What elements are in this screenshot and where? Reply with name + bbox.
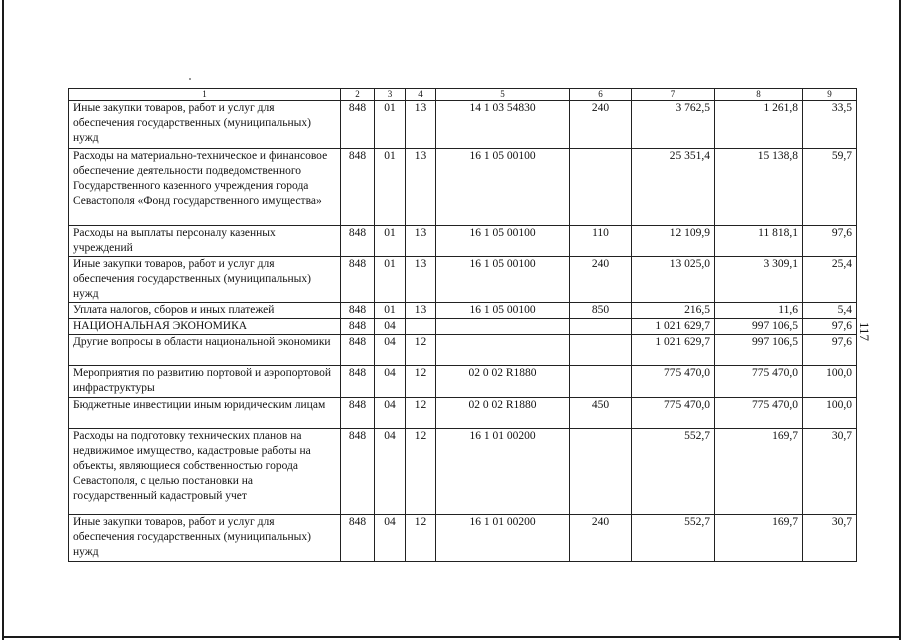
ministry-code: 848 (341, 257, 375, 303)
column-number: 8 (715, 89, 803, 101)
execution-percent: 25,4 (803, 257, 857, 303)
approved-amount: 13 025,0 (632, 257, 715, 303)
expense-name: Расходы на материально-техническое и финансовое обеспечение деятельности подведомственного Государственного казенного учреждения города Севастополя «Фонд государственного имущества» (69, 149, 341, 226)
table-row (69, 303, 857, 319)
subsection-code: 13 (406, 257, 436, 303)
expense-type: 450 (570, 398, 632, 429)
executed-amount: 997 106,5 (715, 319, 803, 335)
section-code: 01 (375, 101, 406, 149)
expense-name: Иные закупки товаров, работ и услуг для обеспечения государственных (муниципальных) нужд (69, 101, 341, 149)
approved-amount: 775 470,0 (632, 366, 715, 398)
table-row (69, 515, 857, 562)
ministry-code: 848 (341, 366, 375, 398)
execution-percent: 30,7 (803, 515, 857, 562)
section-code: 01 (375, 303, 406, 319)
ministry-code: 848 (341, 319, 375, 335)
expense-name: Уплата налогов, сборов и иных платежей (69, 303, 341, 319)
expense-name: Расходы на подготовку технических планов на недвижимое имущество, кадастровые работы на объекты, являющиеся собственностью города Севастополя, с целью постановки на государственный кадастровый учет (69, 429, 341, 515)
expense-type: 240 (570, 515, 632, 562)
ministry-code: 848 (341, 101, 375, 149)
target-article (436, 335, 570, 366)
section-code: 01 (375, 149, 406, 226)
expense-type: 240 (570, 101, 632, 149)
subsection-code: 12 (406, 429, 436, 515)
column-number: 3 (375, 89, 406, 101)
execution-percent: 5,4 (803, 303, 857, 319)
target-article: 16 1 05 00100 (436, 149, 570, 226)
subsection-code: 13 (406, 226, 436, 257)
ministry-code: 848 (341, 303, 375, 319)
scan-border-right (899, 0, 901, 640)
execution-percent: 30,7 (803, 429, 857, 515)
approved-amount: 12 109,9 (632, 226, 715, 257)
executed-amount: 15 138,8 (715, 149, 803, 226)
section-code: 04 (375, 319, 406, 335)
target-article: 16 1 05 00100 (436, 303, 570, 319)
expense-type: 240 (570, 257, 632, 303)
column-number: 5 (436, 89, 570, 101)
approved-amount: 1 021 629,7 (632, 319, 715, 335)
execution-percent: 33,5 (803, 101, 857, 149)
execution-percent: 97,6 (803, 335, 857, 366)
expense-type (570, 429, 632, 515)
table-row (69, 257, 857, 303)
approved-amount: 25 351,4 (632, 149, 715, 226)
expense-type (570, 319, 632, 335)
subsection-code: 13 (406, 149, 436, 226)
subsection-code (406, 319, 436, 335)
table-row (69, 319, 857, 335)
execution-percent: 97,6 (803, 226, 857, 257)
target-article: 02 0 02 R1880 (436, 398, 570, 429)
approved-amount: 552,7 (632, 429, 715, 515)
expense-name: Расходы на выплаты персоналу казенных учреждений (69, 226, 341, 257)
column-number: 2 (341, 89, 375, 101)
table-row (69, 226, 857, 257)
ministry-code: 848 (341, 149, 375, 226)
execution-percent: 97,6 (803, 319, 857, 335)
scan-border-bottom (2, 636, 901, 638)
expense-type (570, 366, 632, 398)
executed-amount: 169,7 (715, 515, 803, 562)
column-number: 6 (570, 89, 632, 101)
approved-amount: 1 021 629,7 (632, 335, 715, 366)
subsection-code: 13 (406, 101, 436, 149)
target-article: 16 1 01 00200 (436, 515, 570, 562)
section-code: 01 (375, 257, 406, 303)
table-row (69, 335, 857, 366)
column-number: 9 (803, 89, 857, 101)
budget-table (68, 88, 857, 562)
ministry-code: 848 (341, 335, 375, 366)
execution-percent: 59,7 (803, 149, 857, 226)
target-article: 16 1 05 00100 (436, 257, 570, 303)
expense-name: Другие вопросы в области национальной экономики (69, 335, 341, 366)
subsection-code: 12 (406, 366, 436, 398)
table-row (69, 101, 857, 149)
table-row (69, 398, 857, 429)
executed-amount: 169,7 (715, 429, 803, 515)
execution-percent: 100,0 (803, 398, 857, 429)
target-article: 16 1 05 00100 (436, 226, 570, 257)
scan-speck (189, 78, 191, 80)
ministry-code: 848 (341, 429, 375, 515)
scan-border-left (2, 0, 4, 640)
executed-amount: 997 106,5 (715, 335, 803, 366)
execution-percent: 100,0 (803, 366, 857, 398)
table-body (69, 101, 857, 562)
target-article: 16 1 01 00200 (436, 429, 570, 515)
executed-amount: 3 309,1 (715, 257, 803, 303)
column-number: 4 (406, 89, 436, 101)
table-row (69, 429, 857, 515)
subsection-code: 13 (406, 303, 436, 319)
approved-amount: 552,7 (632, 515, 715, 562)
subsection-code: 12 (406, 335, 436, 366)
section-code: 04 (375, 366, 406, 398)
subsection-code: 12 (406, 515, 436, 562)
expense-name: Иные закупки товаров, работ и услуг для обеспечения государственных (муниципальных) нужд (69, 257, 341, 303)
column-number: 7 (632, 89, 715, 101)
target-article: 14 1 03 54830 (436, 101, 570, 149)
approved-amount: 216,5 (632, 303, 715, 319)
expense-name: Бюджетные инвестиции иным юридическим лицам (69, 398, 341, 429)
expense-name: Мероприятия по развитию портовой и аэропортовой инфраструктуры (69, 366, 341, 398)
executed-amount: 11,6 (715, 303, 803, 319)
expense-name: Иные закупки товаров, работ и услуг для обеспечения государственных (муниципальных) нужд (69, 515, 341, 562)
expense-type: 850 (570, 303, 632, 319)
approved-amount: 3 762,5 (632, 101, 715, 149)
section-code: 04 (375, 429, 406, 515)
ministry-code: 848 (341, 226, 375, 257)
section-code: 04 (375, 398, 406, 429)
executed-amount: 775 470,0 (715, 398, 803, 429)
expense-type (570, 149, 632, 226)
table-row (69, 366, 857, 398)
executed-amount: 11 818,1 (715, 226, 803, 257)
subsection-code: 12 (406, 398, 436, 429)
expense-type: 110 (570, 226, 632, 257)
expense-name: НАЦИОНАЛЬНАЯ ЭКОНОМИКА (69, 319, 341, 335)
page-number: 117 (857, 322, 872, 342)
expense-type (570, 335, 632, 366)
executed-amount: 1 261,8 (715, 101, 803, 149)
column-number: 1 (69, 89, 341, 101)
executed-amount: 775 470,0 (715, 366, 803, 398)
target-article (436, 319, 570, 335)
section-code: 04 (375, 335, 406, 366)
section-code: 01 (375, 226, 406, 257)
ministry-code: 848 (341, 398, 375, 429)
section-code: 04 (375, 515, 406, 562)
target-article: 02 0 02 R1880 (436, 366, 570, 398)
ministry-code: 848 (341, 515, 375, 562)
approved-amount: 775 470,0 (632, 398, 715, 429)
column-number-row (69, 89, 857, 101)
table-row (69, 149, 857, 226)
